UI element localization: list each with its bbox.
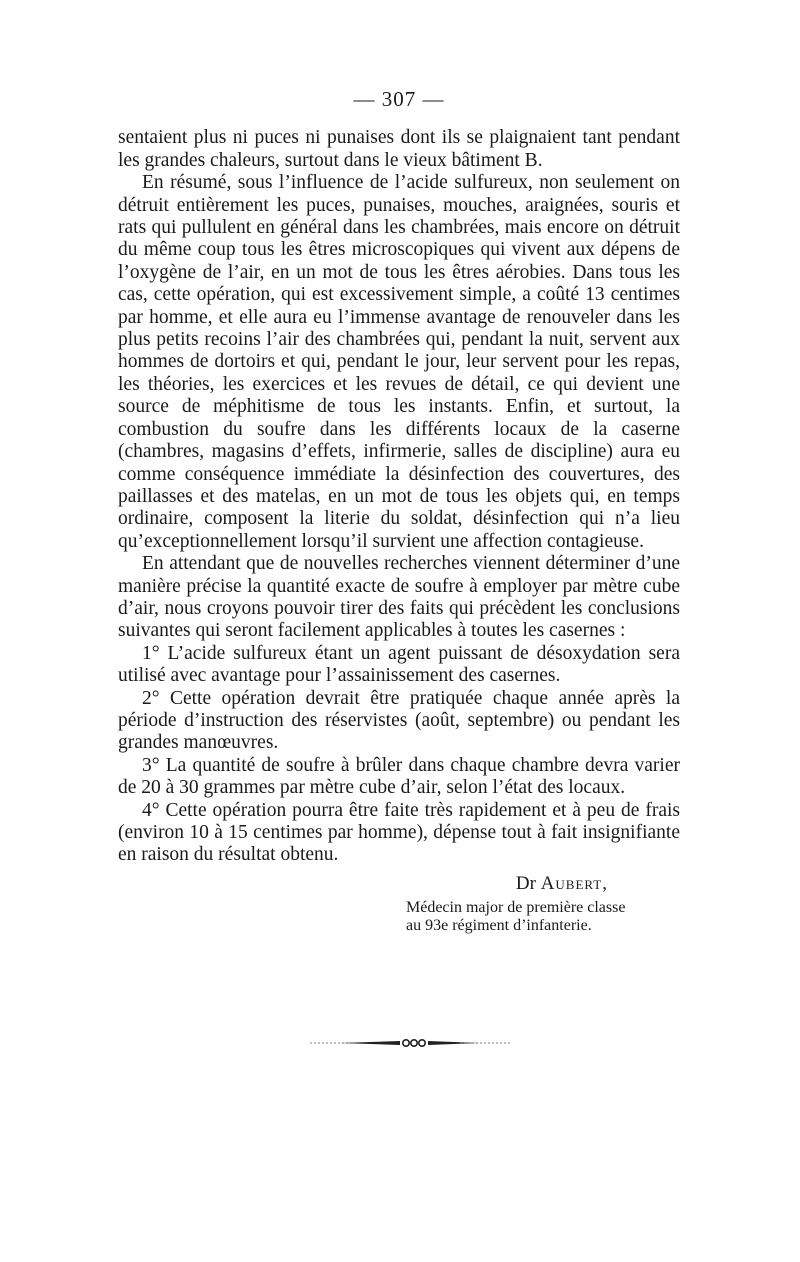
affiliation-line-2: au 93e régiment d’infanterie. — [406, 917, 592, 935]
author-signature — [118, 873, 680, 895]
page-number: — 307 — — [353, 87, 445, 111]
paragraph-summary: En résumé, sous l’influence de l’acide sulfureux, non seulement on détruit entièrement les puces, punaises, mouches, araignées, souris et rats qui pullulent en général dans les chambrées, mais encore on détruit du même coup tous les êtres microscopiques qui vivent aux dépens de l’oxygène de l’air, en un mot de tous les êtres aérobies. Dans tous les cas, cette opération, qui est excessivement simple, a coûté 13 centimes par homme, et elle aura eu l’immense avantage de renouveler dans les plus petits recoins l’air des chambrées qui, pendant la nuit, servent aux hommes de dortoirs et qui, pendant le jour, leur servent pour les repas, les théories, les exercices et les revues de détail, ce qui devient une source de méphitisme de tous les instants. Enfin, et surtout, la combustion du soufre dans les différents locaux de la caserne (chambres, magasins d’effets, infirmerie, salles de discipline) aura eu comme conséquence immédiate la désinfection des couvertures, des paillasses et des matelas, en un mot de tous les objets qui, en temps ordinaire, composent la literie du soldat, désinfection qui n’a lieu qu’exceptionnellement lorsqu’il survient une affection contagieuse. — [118, 172, 680, 552]
conclusion-item-1: 1° L’acide sulfureux étant un agent puissant de désoxydation sera utilisé avec avantage pour l’assainissement des casernes. — [118, 642, 680, 687]
paragraph-conclusions-intro: En attendant que de nouvelles recherches viennent déterminer d’une manière précise la quantité exacte de soufre à employer par mètre cube d’air, nous croyons pouvoir tirer des faits qui précèdent les conclusions suivantes qui seront facilement applicables à toutes les casernes : — [118, 553, 680, 642]
tail-piece-ornament-icon — [310, 1035, 510, 1051]
conclusion-item-2: 2° Cette opération devrait être pratiquée chaque année après la période d’instruction des réservistes (août, septembre) ou pendant les grandes manœuvres. — [118, 687, 680, 754]
author-name: Aubert, — [540, 872, 608, 894]
affiliation-line-1: Médecin major de première classe — [406, 899, 626, 917]
author-title: Dr — [515, 872, 536, 894]
document-page — [118, 88, 680, 935]
conclusion-item-4: 4° Cette opération pourra être faite très rapidement et à peu de frais (environ 10 à 15 centimes par homme), dépense tout à fait insignifiante en raison du résultat obtenu. — [118, 799, 680, 866]
conclusion-item-3: 3° La quantité de soufre à brûler dans chaque chambre devra varier de 20 à 30 grammes par mètre cube d’air, selon l’état des locaux. — [118, 754, 680, 799]
paragraph-continuation: sentaient plus ni puces ni punaises dont ils se plaignaient tant pendant les grandes chaleurs, surtout dans le vieux bâtiment B. — [118, 127, 680, 171]
author-affiliation — [118, 899, 680, 935]
